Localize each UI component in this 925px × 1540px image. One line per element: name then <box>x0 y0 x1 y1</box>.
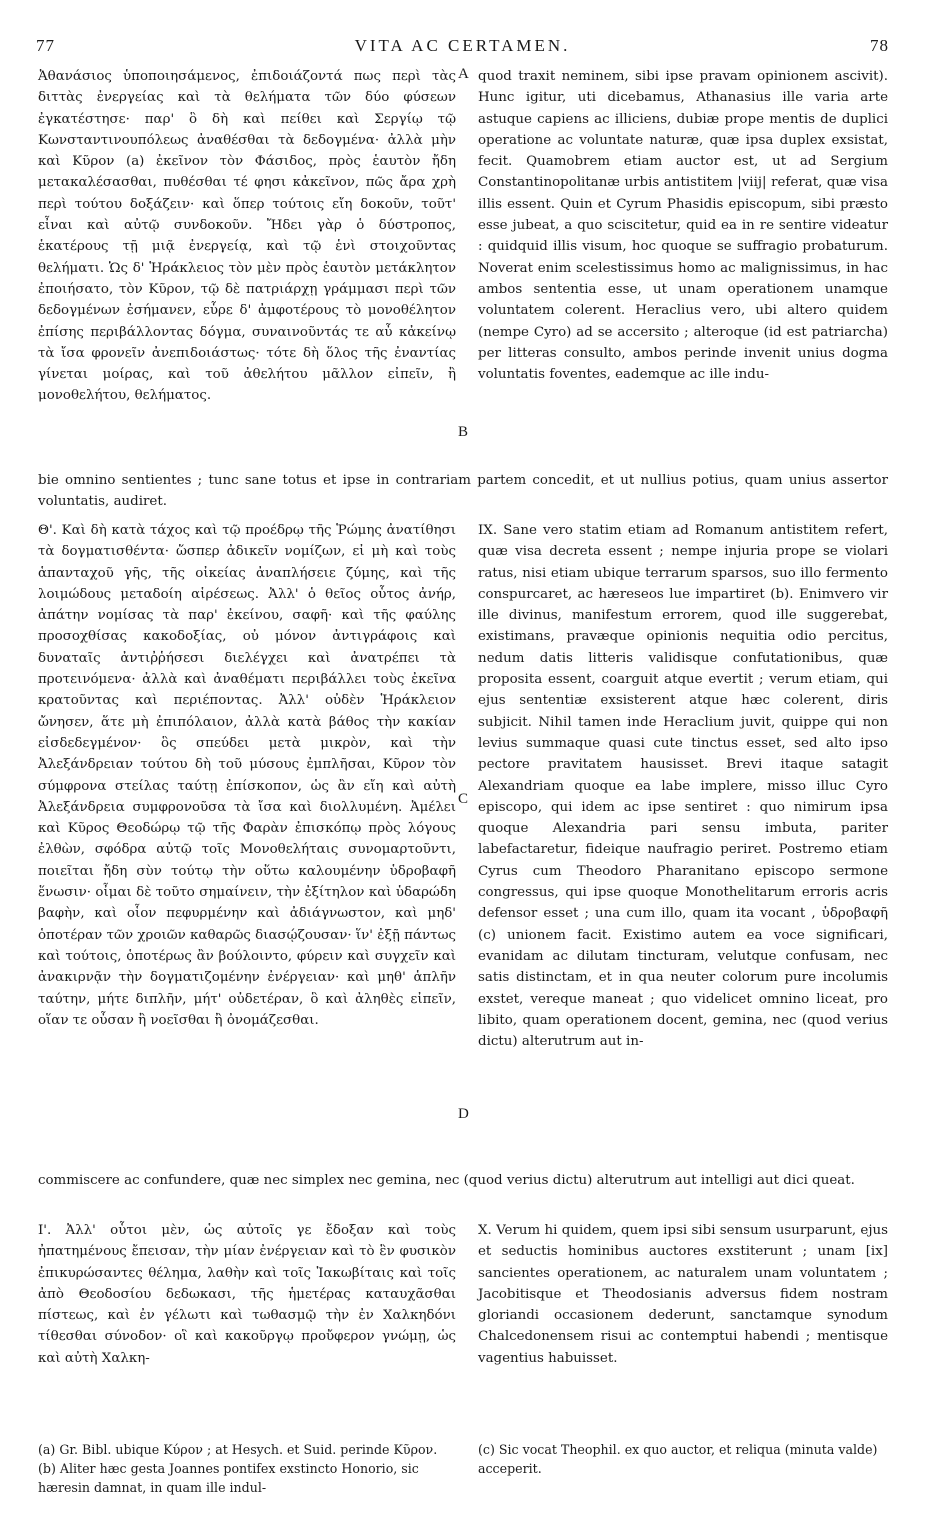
running-header <box>36 36 889 60</box>
footnotes-right <box>478 1440 888 1478</box>
marker-c: C <box>458 791 469 807</box>
full-width-line: commiscere ac confundere, quæ nec simplex nec gemina, nec (quod verius dictu) alterutrum aut intelligi aut dici queat. <box>38 1173 855 1188</box>
greek-column-section-9 <box>38 520 456 1031</box>
latin-column <box>478 66 888 385</box>
latin-column-section-9 <box>478 520 888 1052</box>
footnote-b: (b) Aliter hæc gesta Joannes pontifex exstincto Honorio, sic hæresin damnat, in quam ille indul- <box>38 1461 419 1495</box>
marker-a: A <box>458 66 469 82</box>
right-page-number: 78 <box>870 36 889 55</box>
latin-paragraph: quod traxit neminem, sibi ipse pravam opinionem ascivit). Hunc igitur, uti dicebamus, Athanasius ille varia arte astuque capiens ac illiciens, dubiæ prope mentis de duplici operatione ac voluntate naturæ, quæ ipsa duplex exsistat, fecit. Quamobrem etiam auctor est, ut ad Sergium Constantinopolitanæ urbis antistitem |viij| referat, quæ visa illis essent. Quin et Cyrum Phasidis episcopum, sibi præsto esse jubeat, a quo sciscitetur, quid ea in re sentire videatur : quidquid illis visum, hoc quoque se suffragio probaturum. Noverat enim scelestissimus homo ac malignissimus, in hac ambos sententia esse, ut unam operationem unamque voluntatem colerent. Heraclius vero, ubi altero quidem (nempe Cyro) ad se accersito ; alteroque (id est patriarcha) per litteras consulto, ambos perinde invenit unius dogma voluntatis foventes, eademque ac ille indu- <box>478 69 888 383</box>
footnote-c: (c) Sic vocat Theophil. ex quo auctor, et reliqua (minuta valde) acceperit. <box>478 1442 878 1476</box>
greek-paragraph: Ἀθανάσιος ὑποποιησάμενος, ἐπιδοιάζοντά πως περὶ τὰς διττὰς ἐνεργείας καὶ τὰ θελήματα τῶν δύο φύσεων ἐγκατέστησε· παρ' ὃ δὴ καὶ πείθει καὶ Σεργίῳ τῷ Κωνσταντινουπόλεως ἀναθέσθαι τὰ δεδογμένα· ἀλλὰ μὴν καὶ Κῦρον (a) ἐκεῖνον τὸν Φάσιδος, πρὸς ἑαυτὸν ἤδη μετακαλέσασθαι, πυθέσθαι τέ φησι κἀκεῖνον, πῶς ἄρα χρὴ περὶ τούτου δοξάζειν· καὶ ὅπερ τούτοις εἴη δοκοῦν, τοῦτ' εἶναι καὶ αὐτῷ συνδοκοῦν. Ἤδει γὰρ ὁ δύστροπος, ἑκατέρους τῇ μιᾷ ἐνεργείᾳ, καὶ τῷ ἑνὶ στοιχοῦντας θελήματι. Ὡς δ' Ἡράκλειος τὸν μὲν πρὸς ἑαυτὸν μετάκλητον ἐποιήσατο, τὸν Κῦρον, τῷ δὲ πατριάρχῃ γράμμασι περὶ τῶν δεδογμένων ἐσήμανεν, εὗρε δ' ἀμφοτέρους τὸ μονοθέλητον ἐπίσης περιβάλλοντας δόγμα, συναινοῦντάς τε αὖ κἀκείνῳ τὰ ἴσα φρονεῖν ἀνεπιδοιάστως· τότε δὴ ὅλος τῆς ἐναντίας γίνεται μοίρας, καὶ τοῦ ἀθελήτου μᾶλλον εἰπεῖν, ἢ μονοθελήτου, θελήματος. <box>38 69 456 404</box>
latin-paragraph: X. Verum hi quidem, quem ipsi sibi sensum usurparunt, ejus et seductis hominibus auctores exstiterunt ; unam [ix] sancientes operationem, ac naturalem unam voluntatem ; Jacobitisque et Theodosianis adversus fidem nostram gloriandi occasionem dederunt, sanctamque synodum Chalcedonensem risui ac contemptui habendi ; mentisque vagentius habuisset. <box>478 1223 888 1366</box>
marker-b: B <box>458 424 469 440</box>
latin-column-section-10 <box>478 1220 888 1369</box>
marker-d: D <box>458 1106 469 1122</box>
greek-paragraph: Ι'. Ἀλλ' οὗτοι μὲν, ὡς αὐτοῖς γε ἔδοξαν καὶ τοὺς ἠπατημένους ἔπεισαν, τὴν μίαν ἐνέργειαν καὶ τὸ ἓν φυσικὸν ἐπικυρώσαντες θέλημα, λαθὴν καὶ τοῖς Ἰακωβίταις καὶ τοῖς ἀπὸ Θεοδοσίου δεδωκασι, τῆς ἡμετέρας καταυχᾶσθαι πίστεως, καὶ ἐν γέλωτι καὶ τωθασμῷ τὴν ἐν Χαλκηδόνι τίθεσθαι σύνοδον· οἳ καὶ κακοῦργῳ προὔφερον γνώμῃ, ὡς καὶ αὐτὴ Χαλκη- <box>38 1223 456 1366</box>
greek-paragraph: Θ'. Καὶ δὴ κατὰ τάχος καὶ τῷ προέδρῳ τῆς Ῥώμης ἀνατίθησι τὰ δογματισθέντα· ὥσπερ ἀδικεῖν νομίζων, εἰ μὴ καὶ τοὺς ἁπανταχοῦ γῆς, τῆς οἰκείας ἀναπλήσειε ζύμης, καὶ τῆς λοιμώδους μεταδοίη αἱρέσεως. Ἀλλ' ὁ θεῖος οὗτος ἀνήρ, ἀπάτην νομίσας τὰ παρ' ἐκείνου, σαφῆ· καὶ τῆς φαύλης προσοχθίσας κακοδοξίας, οὐ μόνον ἀντιγράφοις καὶ δυναταῖς ἀντιῤῥήσεσι διελέγχει καὶ ἀνατρέπει τὰ προτεινόμενα· ἀλλὰ καὶ ἀναθέματι περιβάλλει τοὺς ἐκεῖνα κρατοῦντας καὶ περιέποντας. Ἀλλ' οὐδὲν Ἡράκλειον ὤνησεν, ἅτε μὴ ἐπιπόλαιον, ἀλλὰ κατὰ βάθος τὴν κακίαν εἰσδεδεγμένον· ὃς σπεύδει μετὰ μικρὸν, καὶ τὴν Ἀλεξάνδρειαν τούτου δὴ τοῦ μύσους ἐμπλῆσαι, Κῦρον τὸν σύμφρονα στείλας ταύτῃ ἐπίσκοπον, ὡς ἂν εἴη καὶ αὐτὴ Ἀλεξάνδρεια συμφρονοῦσα τὰ ἴσα καὶ διολλυμένη. Ἀμέλει καὶ Κῦρος Θεοδώρῳ τῷ τῆς Φαρὰν ἐπισκόπῳ πρὸς λόγους ἐλθὼν, σφόδρα αὐτῷ τοῖς Μονοθελήταις συνομαρτοῦντι, ποιεῖται ἤδη σὺν τούτῳ τὴν οὕτω καλουμένην ὑδροβαφῆ ἕνωσιν· οἶμαι δὲ τοῦτο σημαίνειν, τὴν ἐξίτηλον καὶ ὑδαρώδη βαφὴν, καὶ οἷον πεφυρμένην καὶ ἀδιάγνωστον, καὶ μηδ' ὁποτέραν τῶν χροιῶν καθαρῶς διασῴζουσαν· ἵν' ἐξῇ πάντως καὶ τούτοις, ὁποτέρως ἂν βούλοιντο, φύρειν καὶ συγχεῖν καὶ ἀνακιρνᾷν τὴν δογματιζομένην ἐνέργειαν· καὶ μηθ' ἁπλῆν ταύτην, μήτε διπλῆν, μήτ' οὐδετέραν, ὃ καὶ ἀληθὲς εἰπεῖν, οἵαν τε οὖσαν ἢ νοεῖσθαι ἢ ὀνομάζεσθαι. <box>38 523 456 1028</box>
latin-paragraph: IX. Sane vero statim etiam ad Romanum antistitem refert, quæ visa decreta essent ; nempe injuria prope se violari ratus, nisi etiam ubique terrarum sparsos, suo illo fermento conspurcaret, ac hæreseos lue impartiret (b). Enimvero vir ille divinus, manifestum errorem, quod ille suggerebat, existimans, pravæque opinionis nequitia odio percitus, nedum datis litteris validisque confutationibus, quæ proposita essent, coarguit atque evertit ; verum etiam, qui ejus sententiæ exsisterent atque hæc colerent, diris subjicit. Nihil tamen inde Heraclium juvit, quippe qui non levius summaque quasi cute tinctus esset, sed alto ipso pectore pravitatem hausisset. Brevi itaque satagit Alexandriam quoque ea labe implere, misso illuc Cyro episcopo, qui idem ac ipse sentiret : quo nimirum ipsa quoque Alexandria pari sensu imbuta, pariter labefactaretur, fideique naufragio periret. Postremo etiam Cyrus cum Theodoro Pharanitano episcopo sermone congressus, qui ipse quoque Monothelitarum erroris acris defensor esset ; una cum illo, quam ita vocant , ὑδροβαφῆ (c) unionem facit. Existimo autem ea voce significari, evanidam ac dilutam tincturam, velutque confusam, nec satis distinctam, et in qua neuter colorum pure incolumis exstet, vereque maneat ; quo videlicet omnino liceat, pro libito, quam operationem docent, gemina, nec (quod verius dictu) alterutrum aut in- <box>478 523 888 1050</box>
footnotes-left <box>38 1440 456 1497</box>
full-width-line: bie omnino sentientes ; tunc sane totus et ipse in contrariam partem concedit, et ut nullius potius, quam unius assertor voluntatis, audiret. <box>38 473 888 510</box>
left-page-number: 77 <box>36 36 55 55</box>
greek-column-section-10 <box>38 1220 456 1369</box>
running-title: VITA AC CERTAMEN. <box>354 36 571 55</box>
footnote-a: (a) Gr. Bibl. ubique Κύρον ; at Hesych. et Suid. perinde Κῦρον. <box>38 1442 438 1457</box>
greek-column <box>38 66 456 407</box>
